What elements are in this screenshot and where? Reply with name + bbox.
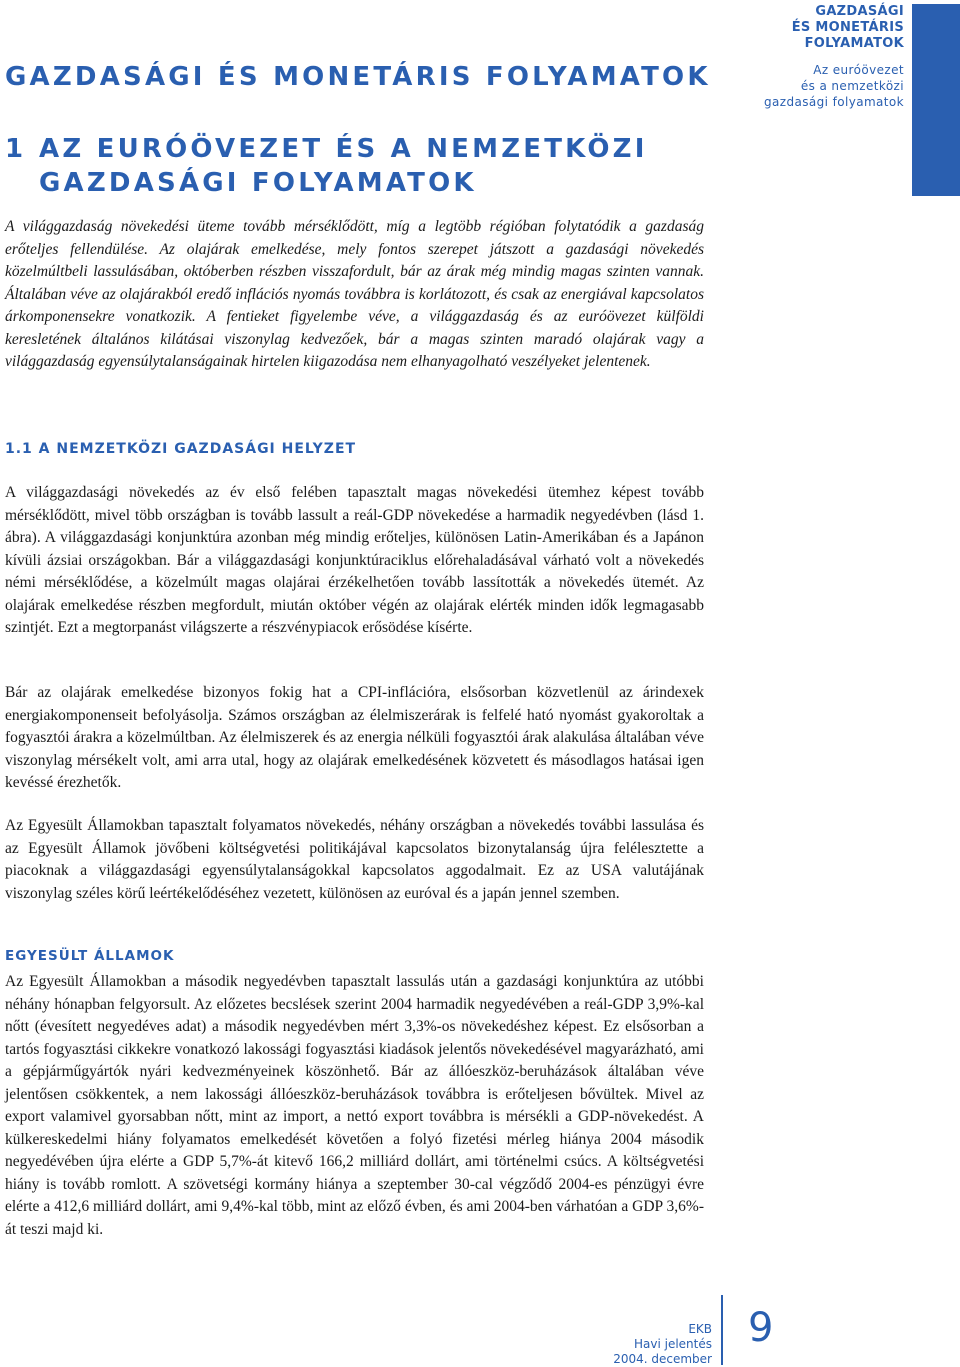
page-title: GAZDASÁGI ÉS MONETÁRIS FOLYAMATOK xyxy=(5,62,711,92)
body-paragraph: A világgazdasági növekedés az év első felében tapasztalt magas növekedési ütemhez képest tovább mérséklődött, mivel több országban is tovább lassult a reál-GDP növekedése a harmadik negyedévben (lásd 1. ábra). A világgazdasági konjunktúra azonban még mindig erőteljes, különösen Latin-Amerikában és a Japánon kívüli ázsiai országokban. Bár a világgazdasági konjunktúraciklus előrehaladásával várható volt a növekedés némi mérséklődése, a közelmúlt magas olajárai érzékelhetően tovább lassították a növekedés ütemét. Az olajárak emelkedése részben megfordult, miután október végén az olajárak elérték minden idők legmagasabb szintjét. Ezt a megtorpanást világszerte a részvénypiacok erősödése kísérte. xyxy=(5,484,704,636)
subsection-heading: EGYESÜLT ÁLLAMOK xyxy=(5,948,175,964)
footer-publisher: EKB xyxy=(688,1322,712,1336)
running-chapter-line: és a nemzetközi xyxy=(800,79,904,93)
chapter-title-line: GAZDASÁGI FOLYAMATOK xyxy=(39,168,477,198)
chapter-number: 1 xyxy=(5,134,27,164)
running-chapter-line: Az euróövezet xyxy=(813,63,904,77)
running-section-line: FOLYAMATOK xyxy=(804,36,904,51)
running-header xyxy=(764,4,904,110)
body-paragraph: Bár az olajárak emelkedése bizonyos fokig hat a CPI-inflációra, elsősorban közvetlenül az árindexek energiakomponenseit befolyásolja. Számos országban az élelmiszerárak is felfelé ható nyomást gyakoroltak a fogyasztói árakra a közelmúltban. Az élelmiszerek és az energia nélküli fogyasztói árak alakulása általában véve viszonylag mérsékelt volt, ami arra utal, hogy az olajárak emelkedésének közvetett és másodlagos hatásai igen kevéssé érezhetők. xyxy=(5,684,704,791)
footer-date: 2004. december xyxy=(613,1352,712,1366)
body-paragraph: Az Egyesült Államokban a második negyedévben tapasztalt lassulás után a gazdasági konjunktúra az utóbbi néhány hónapban felgyorsult. Az előzetes becslések szerint 2004 harmadik negyedévében a reál-GDP 3,9%-kal nőtt (évesített negyedéves adat) a második negyedévben mért 3,3%-os növekedéshez képest. Ez elsősorban a tartós fogyasztási cikkekre vonatkozó lakossági fogyasztási kiadások jelentős növekedésével magyarázható, ami a gépjárműgyártók nyári kedvezményeinek köszönhető. Bár az állóeszköz-beruházások általában véve jelentősen csökkentek, a nem lakossági állóeszköz-beruházások továbbra is erőteljesen bővültek. Mivel az export valamivel gyorsabban nőtt, mint az import, a nettó export továbbra is mérsékli a GDP-növekedést. A külkereskedelmi hiány folyamatos emelkedését követően a folyó fizetési mérleg hiánya 2004 második negyedévében újra elérte a GDP 5,7%-át kitevő 166,2 milliárd dollárt, ami történelmi csúcs. A költségvetési hiány is tovább romlott. A szövetségi kormány hiánya a szeptember 30-cal végződő 2004-es pénzügyi évre elérte a 412,6 milliárd dollárt, ami 9,4%-kal több, mint az előző évben, és ami 2004-ben várhatóan a GDP 3,6%-át teszi majd ki. xyxy=(5,973,704,1238)
running-section-title xyxy=(764,4,904,52)
chapter-title xyxy=(5,132,648,200)
footer-publication: Havi jelentés xyxy=(633,1337,712,1351)
header-color-bar xyxy=(912,4,960,196)
page-footer xyxy=(613,1322,712,1367)
page-number: 9 xyxy=(748,1305,774,1351)
running-section-line: GAZDASÁGI xyxy=(815,4,904,19)
running-chapter-line: gazdasági folyamatok xyxy=(763,95,904,109)
body-paragraph: Az Egyesült Államokban tapasztalt folyamatos növekedés, néhány országban a növekedés további lassulása és az Egyesült Államok jövőbeni költségvetési politikájával kapcsolatos bizonytalanság újra felélesztette a piacoknak a világgazdasági egyensúlytalanságokkal kapcsolatos aggodalmait. Ez az USA valutájának viszonylag széles körű leértékelődéséhez vezetett, különösen az euróval és a japán jennel szemben. xyxy=(5,817,704,902)
section-heading: 1.1 A NEMZETKÖZI GAZDASÁGI HELYZET xyxy=(5,441,357,457)
chapter-title-line: AZ EURÓÖVEZET ÉS A NEMZETKÖZI xyxy=(39,134,648,164)
running-section-line: ÉS MONETÁRIS xyxy=(791,20,904,35)
chapter-abstract: A világgazdaság növekedési üteme tovább mérséklődött, míg a legtöbb régióban folytatódik a gazdaság erőteljes fellendülése. Az olajárak emelkedése, mely fontos szerepet játszott a gazdasági növekedés közelmúltbeli lassulásában, októberben részben visszafordult, bár az árak még mindig magas szinten vannak. Általában véve az olajárakból eredő inflációs nyomás továbbra is korlátozott, és csak az energiával kapcsolatos árkomponensekre vonatkozik. A fentieket figyelembe véve, a világgazdaság és az euróövezet külföldi keresletének általános kilátásai viszonylag kedvezőek, bár a magas szinten maradó olajárak vagy a világgazdaság egyensúlytalanságainak hirtelen kiigazodása nem elhanyagolható veszélyeket jelentenek. xyxy=(5,218,704,370)
running-chapter-title xyxy=(764,62,904,110)
